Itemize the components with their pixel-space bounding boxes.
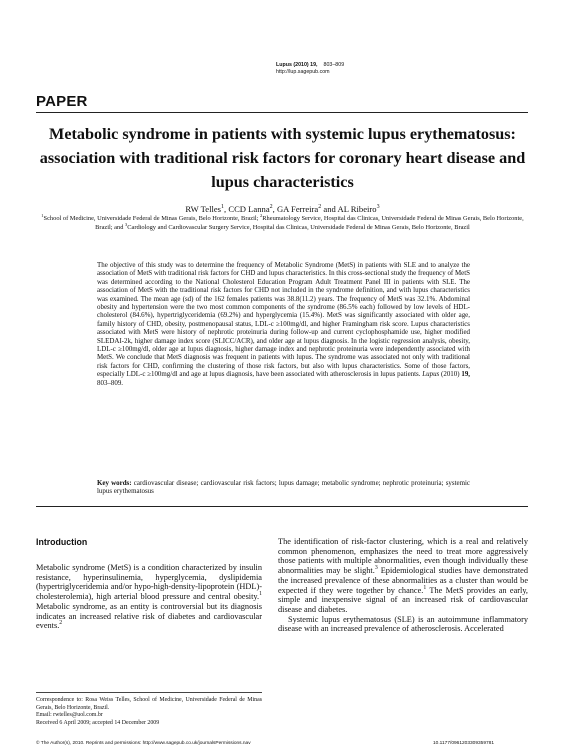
author: GA Ferreira <box>276 204 319 214</box>
left-column <box>36 563 262 631</box>
affiliation-text: Rheumatology Service, Hospital das Clinicas, Universidade Federal de Minas Gerais, Belo Horizonte, Brazil; and <box>95 215 524 231</box>
affiliation-number: 2 <box>260 212 263 218</box>
author-list <box>30 204 535 214</box>
author-affiliation-ref: 3 <box>376 204 380 211</box>
paragraph-text: The identification of risk-factor clustering, which is a real and relatively common phenomenon, emphasizes the need to treat more aggressively those patients with multiple abnormalities, even though individually these abnormalities may be slight. <box>278 537 528 576</box>
correspondence-address: Correspondence to: Rosa Weiss Telles, School of Medicine, Universidade Federal de Minas Gerais, Belo Horizonte, Brazil. <box>36 697 262 711</box>
author: AL Ribeiro <box>337 204 377 214</box>
author-separator: , <box>272 204 277 214</box>
author-affiliation-ref: 2 <box>269 204 273 211</box>
intro-paragraph: Systemic lupus erythematosus (SLE) is an autoimmune inflammatory disease with an increased prevalence of atherosclerosis. Accelerated <box>278 614 528 634</box>
abstract-divider <box>36 506 528 507</box>
author-separator: , <box>224 204 229 214</box>
section-heading: Introduction <box>36 537 88 547</box>
paragraph-text: Epidemiological studies have demonstrated the increased prevalence of these abnormalities as a cluster than would be expected if they were together by chance. <box>278 566 528 595</box>
reference-mark: 3 <box>374 565 378 572</box>
reference-mark: 1 <box>259 591 262 598</box>
keywords <box>97 479 470 496</box>
correspondence-note <box>36 697 262 727</box>
journal-name: Lupus (2010) 19, <box>276 62 318 68</box>
copyright-footer: © The Author(s), 2010. Reprints and permissions: http://www.sagepub.co.uk/journalsPermissions.nav <box>36 741 251 746</box>
intro-paragraph-continued <box>278 537 528 615</box>
paragraph-text: Metabolic syndrome, as an entity is controversial but its diagnosis indicates an increased relative risk of diabetes and cardiovascular events. <box>36 601 262 631</box>
reference-mark: 1 <box>423 584 427 591</box>
abstract <box>97 261 470 387</box>
journal-info <box>276 62 344 76</box>
author-affiliation-ref: 2 <box>318 204 322 211</box>
intro-paragraph <box>36 563 262 631</box>
paragraph-text: The MetS provides an early, simple and inexpensive signal of an increased risk of cardiovascular disease and diabetes. <box>278 585 528 614</box>
correspondence-email[interactable]: Email: rwtelles@uol.com.br <box>36 712 103 719</box>
article-title: Metabolic syndrome in patients with systemic lupus erythematosus: association with traditional risk factors for coronary heart disease and lupus characteristics <box>39 125 526 191</box>
affiliation-text: School of Medicine, Universidade Federal de Minas Gerais, Belo Horizonte, Brazil; <box>43 215 261 222</box>
affiliation-number: 3 <box>125 221 128 227</box>
received-dates: Received 6 April 2009; accepted 14 December 2009 <box>36 719 160 726</box>
right-column <box>278 537 528 634</box>
citation-pages: 803–809. <box>97 378 124 387</box>
citation-journal: Lupus <box>422 370 440 379</box>
citation-year: (2010) <box>441 370 460 379</box>
journal-url[interactable]: http://lup.sagepub.com <box>276 69 330 76</box>
journal-citation <box>276 62 344 69</box>
section-label: PAPER <box>36 93 88 110</box>
paragraph-text: Metabolic syndrome (MetS) is a condition characterized by insulin resistance, hyperinsulinemia, hyperglycemia, dyslipidemia (hypertriglyceridemia and/or hypo-high-density-lipoprotein (HDL)-cholesterolemia), high arterial blood pressure and central obesity. <box>36 563 262 602</box>
author-separator: and <box>321 204 338 214</box>
abstract-text: The objective of this study was to determine the frequency of Metabolic Syndrome (MetS) in patients with SLE and to analyze the association of MetS with traditional risk factors for CHD and lupus characteristics. In this cross-sectional study the frequency of MetS was determined according to the National Cholesterol Education Program Adult Treatment Panel III in patients with SLE. The association of MetS with the traditional risk factors for CHD not included in the syndrome definition, and with lupus characteristics was examined. The mean age (sd) of the 162 females patients was 38.8(11.2) years. The frequency of MetS was 32.1%. Abdominal obesity and hypertension were the two most common components of the syndrome (86.5% each) followed by low levels of HDL-cholesterol (84.6%), hypertriglyceridemia (69.2%) and hyperglycemia (15.4%). MetS was significantly associated with older age, family history of CHD, obesity, postmenopausal status, LDL-c ≥100mg/dl, and higher Framingham risk score. Lupus characteristics associated with MetS were history of nephrotic proteinuria during follow-up and current cyclophosphamide use, higher modified SLEDAI-2k, higher damage index score (SLICC/ACR), and older age at lupus diagnosis. In the logistic regression analysis, obesity, LDL-c ≥100mg/dl, older age at lupus diagnosis, higher damage index and nephrotic proteinuria were independently associated with MetS. We conclude that MetS diagnosis was frequent in patients with lupus. The syndrome was associated not only with traditional risk factors for CHD, confirming the clustering of those risk factors, but also with lupus characteristics. Some of those factors, especially LDL-c ≥100mg/dl and age at lupus diagnosis, have been associated with atherosclerosis in lupus patients. <box>97 261 470 379</box>
reference-mark: 2 <box>59 620 63 627</box>
author-affiliation-ref: 1 <box>221 204 225 211</box>
citation-volume: 19, <box>461 370 471 379</box>
author: RW Telles <box>185 204 222 214</box>
top-divider <box>36 112 528 113</box>
author: CCD Lanna <box>228 204 270 214</box>
affiliation-number: 1 <box>41 212 44 218</box>
affiliation-text: Cardiology and Cardiovascular Surgery Service, Hospital das Clinicas, Universidade Federal de Minas Gerais, Belo Horizonte, Brazil <box>127 223 470 231</box>
affiliations <box>34 212 531 232</box>
keywords-text: cardiovascular disease; cardiovascular risk factors; lupus damage; metabolic syndrome; nephrotic proteinuria; systemic lupus erythematosus <box>97 479 471 496</box>
doi: 10.1177/0961203309359781 <box>433 741 495 746</box>
keywords-label: Key words: <box>97 479 132 487</box>
footnote-divider <box>36 692 262 693</box>
journal-pages: 803–809 <box>323 62 345 68</box>
